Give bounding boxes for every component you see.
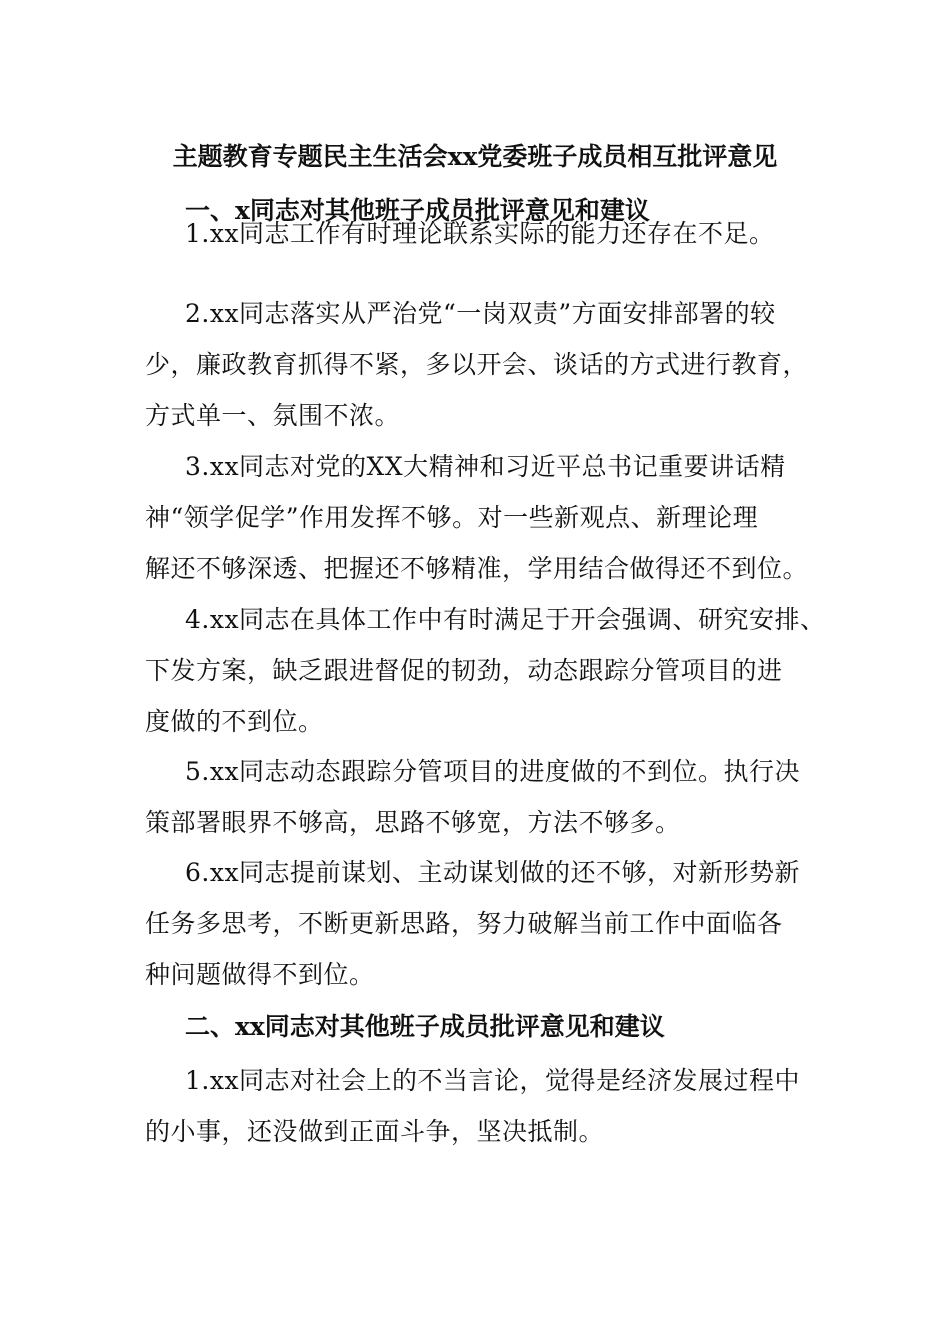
paragraph: [145, 847, 835, 1000]
paragraph-line: 3.xx同志对党的XX大精神和习近平总书记重要讲话精: [185, 452, 786, 481]
paragraph-line: 5.xx同志动态跟踪分管项目的进度做的不到位。执行决: [185, 757, 801, 786]
paragraph-line: 解还不够深透、把握还不够精准，学用结合做得还不到位。: [145, 554, 809, 583]
paragraph-line: 神“领学促学”作用发挥不够。对一些新观点、新理论理: [145, 503, 759, 532]
paragraph-line: 种问题做得不到位。: [145, 960, 375, 989]
paragraph: [145, 441, 835, 594]
paragraph-line: 少，廉政教育抓得不紧，多以开会、谈话的方式进行教育，: [145, 350, 809, 379]
paragraph: [145, 594, 835, 747]
paragraph-line: 2.xx同志落实从严治党“一岗双责”方面安排部署的较: [185, 299, 776, 328]
paragraph-line: 度做的不到位。: [145, 707, 324, 736]
paragraph: [145, 1055, 835, 1157]
paragraph-line: 下发方案，缺乏跟进督促的韧劲，动态跟踪分管项目的进: [145, 656, 783, 685]
paragraph-line: 1.xx同志工作有时理论联系实际的能力还存在不足。: [185, 219, 775, 248]
paragraph-line: 任务多思考，不断更新思路，努力破解当前工作中面临各: [145, 909, 783, 938]
paragraph: [145, 288, 835, 441]
paragraph-line: 1.xx同志对社会上的不当言论，觉得是经济发展过程中: [185, 1066, 801, 1095]
section-heading-1: 一、x同志对其他班子成员批评意见和建议: [185, 196, 650, 225]
paragraph: [145, 746, 835, 848]
document-title: 主题教育专题民主生活会xx党委班子成员相互批评意见: [172, 142, 778, 171]
paragraph-line: 4.xx同志在具体工作中有时满足于开会强调、研究安排、: [185, 605, 826, 634]
paragraph-line: 的小事，还没做到正面斗争，坚决抵制。: [145, 1117, 605, 1146]
paragraph-line: 6.xx同志提前谋划、主动谋划做的还不够，对新形势新: [185, 858, 801, 887]
paragraph-line: 策部署眼界不够高，思路不够宽，方法不够多。: [145, 808, 681, 837]
section-heading-2: 二、xx同志对其他班子成员批评意见和建议: [185, 1012, 665, 1041]
paragraph-line: 方式单一、氛围不浓。: [145, 401, 401, 430]
paragraph: [145, 208, 835, 259]
